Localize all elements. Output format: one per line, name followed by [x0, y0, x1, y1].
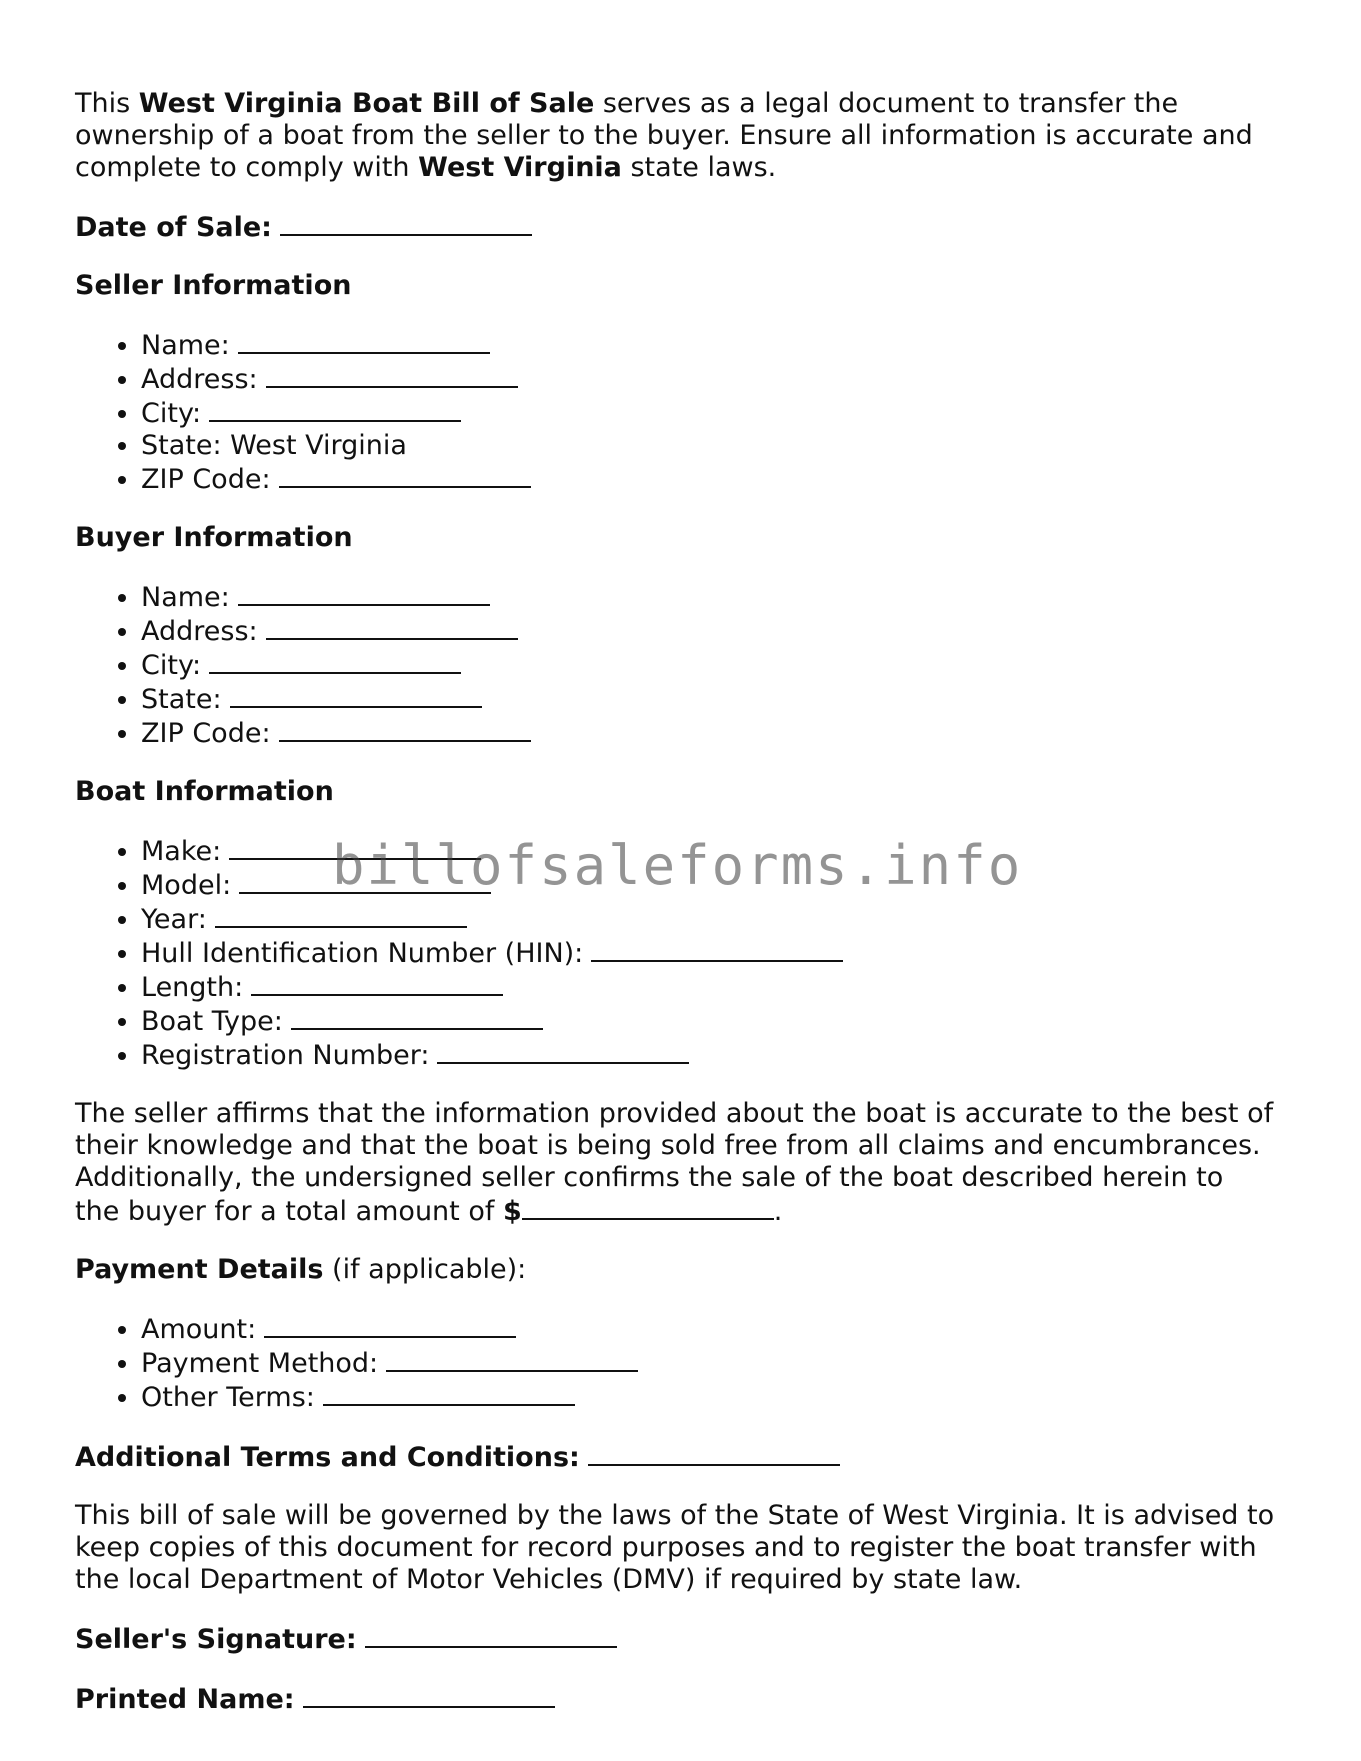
additional-terms-row — [75, 1440, 1275, 1474]
payment-details-list — [75, 1312, 1275, 1414]
printed-name-field[interactable] — [303, 1682, 555, 1708]
buyer-name-field[interactable] — [238, 580, 490, 606]
payment-method-field[interactable] — [386, 1346, 638, 1372]
buyer-zip-item: • ZIP Code: — [141, 716, 1275, 750]
seller-zip-field[interactable] — [279, 462, 531, 488]
seller-address-field[interactable] — [266, 362, 518, 388]
boat-model-item: • Model: — [141, 868, 1275, 902]
buyer-address-field[interactable] — [266, 614, 518, 640]
boat-information-heading: Boat Information — [75, 776, 334, 807]
boat-hin-field[interactable] — [591, 936, 843, 962]
buyer-zip-field[interactable] — [279, 716, 531, 742]
affirmation-paragraph: The seller affirms that the information provided about the boat is accurate to the best of their knowledge and that the boat is being sold free from all claims and encumbrances. Additionally, the undersigned seller confirms the sale of the boat described herein to the buyer for a total amount of $ . — [75, 1098, 1274, 1227]
intro-state-bold: West Virginia — [418, 152, 622, 183]
additional-terms-field[interactable] — [588, 1440, 840, 1466]
boat-year-item: • Year: — [141, 902, 1275, 936]
printed-name-label: Printed Name: — [75, 1684, 295, 1715]
buyer-state-field[interactable] — [230, 682, 482, 708]
buyer-city-field[interactable] — [209, 648, 461, 674]
payment-amount-item: • Amount: — [141, 1312, 1275, 1346]
boat-year-field[interactable] — [215, 902, 467, 928]
buyer-information-list — [75, 580, 1275, 750]
boat-registration-item: • Registration Number: — [141, 1038, 1275, 1072]
seller-signature-field[interactable] — [365, 1622, 617, 1648]
buyer-address-item: • Address: — [141, 614, 1275, 648]
total-amount-field[interactable] — [522, 1194, 774, 1220]
boat-type-field[interactable] — [291, 1004, 543, 1030]
boat-make-field[interactable] — [229, 834, 481, 860]
seller-state-item: • State: West Virginia — [141, 430, 1275, 462]
payment-details-heading: Payment Details (if applicable): — [75, 1254, 527, 1285]
boat-make-item: • Make: — [141, 834, 1275, 868]
payment-terms-item: • Other Terms: — [141, 1380, 1275, 1414]
seller-name-item: • Name: — [141, 328, 1275, 362]
seller-address-item: • Address: — [141, 362, 1275, 396]
seller-city-field[interactable] — [209, 396, 461, 422]
boat-type-item: • Boat Type: — [141, 1004, 1275, 1038]
date-of-sale-field[interactable] — [280, 210, 532, 236]
boat-hin-item: • Hull Identification Number (HIN): — [141, 936, 1275, 970]
boat-model-field[interactable] — [239, 868, 491, 894]
boat-information-list — [75, 834, 1275, 1072]
boat-registration-field[interactable] — [437, 1038, 689, 1064]
intro-title-bold: West Virginia Boat Bill of Sale — [138, 88, 595, 119]
intro-paragraph: This West Virginia Boat Bill of Sale serves as a legal document to transfer the ownership of a boat from the seller to the buyer. Ensure all information is accurate and complete to comply with West Virginia state laws. — [75, 88, 1253, 183]
seller-city-item: • City: — [141, 396, 1275, 430]
seller-information-list — [75, 328, 1275, 496]
buyer-information-heading: Buyer Information — [75, 522, 353, 553]
date-of-sale-row — [75, 210, 1275, 244]
seller-signature-label: Seller's Signature: — [75, 1624, 357, 1655]
additional-terms-label: Additional Terms and Conditions: — [75, 1442, 580, 1473]
payment-method-item: • Payment Method: — [141, 1346, 1275, 1380]
payment-amount-field[interactable] — [264, 1312, 516, 1338]
seller-zip-item: • ZIP Code: — [141, 462, 1275, 496]
date-of-sale-label: Date of Sale: — [75, 212, 272, 243]
seller-information-heading: Seller Information — [75, 270, 352, 301]
governing-law-paragraph: This bill of sale will be governed by the laws of the State of West Virginia. It is advised to keep copies of this document for record purposes and to register the boat transfer with the local Department of Motor Vehicles (DMV) if required by state law. — [75, 1500, 1275, 1595]
boat-length-field[interactable] — [251, 970, 503, 996]
printed-name-row — [75, 1682, 1275, 1716]
watermark-text: billofsaleforms.info — [332, 834, 1023, 897]
payment-terms-field[interactable] — [323, 1380, 575, 1406]
currency-symbol: $ — [502, 1196, 522, 1227]
boat-length-item: • Length: — [141, 970, 1275, 1004]
buyer-city-item: • City: — [141, 648, 1275, 682]
buyer-state-item: • State: — [141, 682, 1275, 716]
buyer-name-item: • Name: — [141, 580, 1275, 614]
bill-of-sale-document — [75, 88, 1275, 1742]
seller-signature-row — [75, 1622, 1275, 1656]
seller-name-field[interactable] — [238, 328, 490, 354]
